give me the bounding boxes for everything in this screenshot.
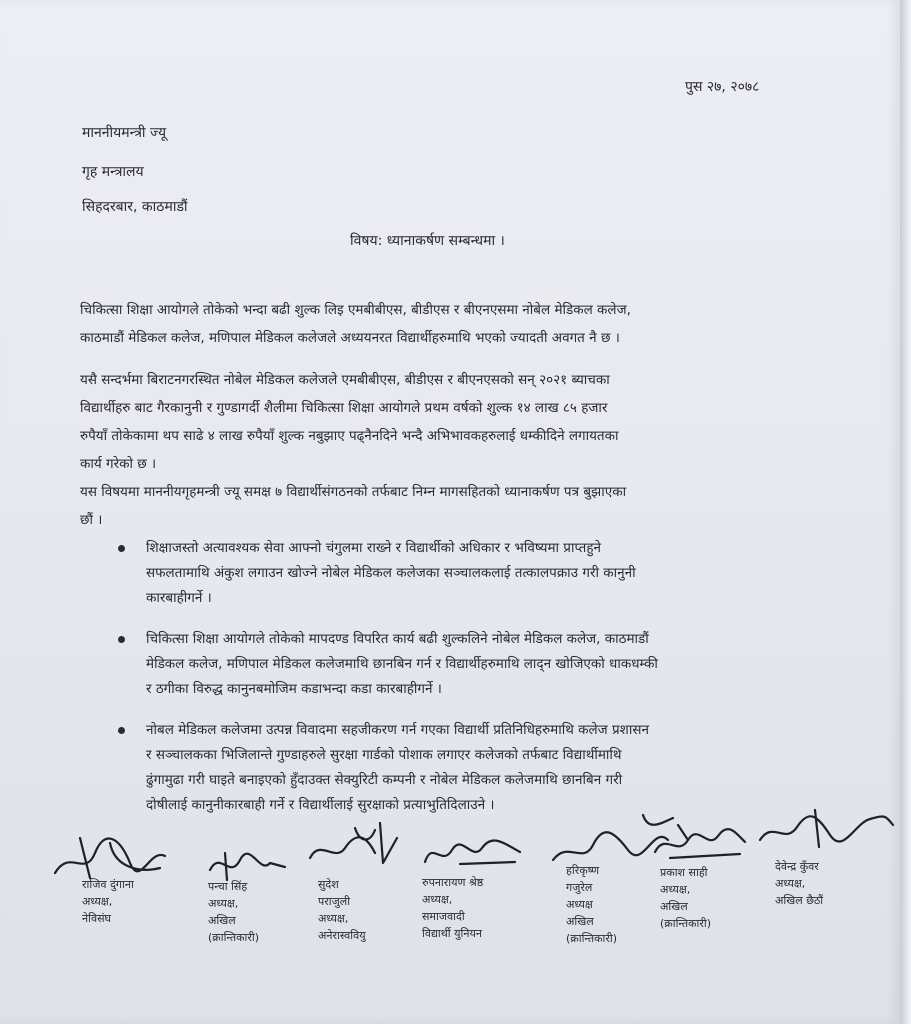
signatory-org: अखिल xyxy=(208,914,236,927)
signature-4-icon xyxy=(420,832,525,872)
bullet-icon xyxy=(118,727,125,734)
signature-6-icon xyxy=(650,822,750,862)
paragraph-3 xyxy=(80,478,820,534)
signatory-title: अध्यक्ष, xyxy=(318,912,349,925)
demand-item xyxy=(118,718,828,818)
demand-line: सफलतामाथि अंकुश लगाउन खोज्ने नोबेल मेडिकल कलेजका सञ्चालकलाई तत्कालपक्राउ गरी कानुनी xyxy=(146,565,636,581)
paragraph-1 xyxy=(80,296,820,352)
signatory-name: पराजुली xyxy=(318,895,351,908)
signatory-org: समाजवादी xyxy=(422,910,465,923)
signatory-org: अखिल छैठौं xyxy=(775,894,824,907)
paragraph-line: विद्यार्थीहरु बाट गैरकानुनी र गुण्डागर्दी शैलीमा चिकित्सा शिक्षा आयोगले प्रथम वर्षको शुल्क १४ लाख ८५ हजार xyxy=(80,400,608,416)
signatory-5 xyxy=(566,862,617,947)
demand-line: ढुंगामुढा गरी घाइते बनाइएको हुँदाउक्त सेक्युरिटी कम्पनी र नोबेल मेडिकल कलेजमाथि छानबिन गरी xyxy=(146,772,623,788)
signatory-title: अध्यक्ष, xyxy=(775,877,806,890)
paragraph-line: यसै सन्दर्भमा बिराटनगरस्थित नोबेल मेडिकल कलेजले एमबीबीएस, बीडीएस र बीएनएसको सन् २०२१ ब्याचका xyxy=(80,372,610,388)
signatory-name: रुपनारायण श्रेष्ठ xyxy=(422,876,484,889)
letter-subject: विषय: ध्यानाकर्षण सम्बन्धमा । xyxy=(350,233,505,249)
signatory-1 xyxy=(82,876,134,927)
demands-list xyxy=(118,536,828,834)
demand-line: र सञ्चालकका भिजिलान्ते गुण्डाहरुले सुरक्षा गार्डको पोशाक लगाएर कलेजको तर्फबाट विद्यार्थीमाथि xyxy=(146,747,622,763)
recipient-line-3: सिहदरबार, काठमाडौं xyxy=(82,199,188,215)
signatory-org: अखिल xyxy=(566,915,594,928)
signatory-name: राजिव दुंगाना xyxy=(82,878,134,891)
letter-date: पुस २७, २०७८ xyxy=(685,79,760,95)
bullet-icon xyxy=(118,636,125,643)
paragraph-line: काठमाडौं मेडिकल कलेज, मणिपाल मेडिकल कलेजले अध्ययनरत विद्यार्थीहरुमाथि भएको ज्यादती अवगत नै छ । xyxy=(80,330,620,346)
signatory-7 xyxy=(775,858,823,909)
paragraph-line: चिकित्सा शिक्षा आयोगले तोकेको भन्दा बढी शुल्क लिइ एमबीबीएस, बीडीएस र बीएनएसमा नोबेल मेडिकल कलेज, xyxy=(80,302,631,318)
signatory-name: पन्चा सिंह xyxy=(208,880,248,893)
signatory-name: हरिकृष्ण xyxy=(566,864,600,877)
signatory-org: अखिल xyxy=(660,900,688,913)
signatory-org: विद्यार्थी युनियन xyxy=(422,927,482,940)
signatory-org: अनेरास्ववियु xyxy=(318,929,366,942)
signatory-title: अध्यक्ष, xyxy=(208,897,239,910)
signatory-2 xyxy=(208,878,259,946)
paragraph-line: यस विषयमा माननीयगृहमन्त्री ज्यू समक्ष ७ विद्यार्थीसंगठनको तर्फबाट निम्न मागसहितको ध्यानाकर्षण पत्र बुझाएका xyxy=(80,484,627,500)
paragraph-line: रुपैयाँ तोकेकामा थप साढे ४ लाख रुपैयाँ शुल्क नबुझाए पढ्नैनदिने भन्दै अभिभावकहरुलाई धम्कीदिने लगायतका xyxy=(80,428,619,444)
page-edge xyxy=(900,0,911,1024)
signatory-org: नेविसंघ xyxy=(82,912,112,925)
signatory-3 xyxy=(318,876,366,944)
recipient-line-1: माननीयमन्त्री ज्यू xyxy=(82,125,167,141)
demand-line: र ठगीका विरुद्ध कानुनबमोजिम कडाभन्दा कडा कारबाहीगर्ने । xyxy=(146,681,442,697)
signatory-name: प्रकाश साही xyxy=(660,866,708,879)
signatory-name: देवेन्द्र कुँवर xyxy=(775,860,819,873)
signatory-title: अध्यक्ष xyxy=(566,898,593,911)
signatory-title: अध्यक्ष, xyxy=(660,883,691,896)
paragraph-2 xyxy=(80,366,820,478)
demand-line: चिकित्सा शिक्षा आयोगले तोकेको मापदण्ड विपरित कार्य बढी शुल्कलिने नोबेल मेडिकल कलेज, काठमाडौं xyxy=(146,631,649,647)
demand-line: कारबाहीगर्ने । xyxy=(146,590,212,606)
demand-line: नोबल मेडिकल कलेजमा उत्पन्न विवादमा सहजीकरण गर्न गएका विद्यार्थी प्रतिनिधिहरुमाथि कलेज प्रशासन xyxy=(146,722,649,738)
demand-item xyxy=(118,536,828,611)
signatory-name: गजुरेल xyxy=(566,881,593,894)
signatory-6 xyxy=(660,864,711,932)
signatory-org: (क्रान्तिकारी) xyxy=(208,931,260,944)
paragraph-line: कार्य गरेको छ । xyxy=(80,456,157,472)
demand-line: दोषीलाई कानुनीकारबाही गर्ने र विद्यार्थीलाई सुरक्षाको प्रत्याभुतिदिलाउने । xyxy=(146,797,495,813)
signatory-org: (क्रान्तिकारी) xyxy=(660,917,712,930)
demand-line: मेडिकल कलेज, मणिपाल मेडिकल कलेजमाथि छानबिन गर्न र विद्यार्थीहरुमाथि लाद्न खोजिएको धाकधम्की xyxy=(146,656,658,672)
demand-line: शिक्षाजस्तो अत्यावश्यक सेवा आफ्नो चंगुलमा राख्ने र विद्यार्थीको अधिकार र भविष्यमा प्राप्तहुने xyxy=(146,540,601,556)
demand-item xyxy=(118,627,828,702)
paragraph-line: छौं । xyxy=(80,512,103,528)
signature-7-icon xyxy=(755,805,895,855)
signatory-4 xyxy=(422,874,483,942)
signature-3-icon xyxy=(305,818,405,873)
signatory-org: (क्रान्तिकारी) xyxy=(566,932,618,945)
signatory-name: सुदेश xyxy=(318,878,339,891)
recipient-line-2: गृह मन्त्रालय xyxy=(82,164,144,180)
bullet-icon xyxy=(118,545,125,552)
signatory-title: अध्यक्ष, xyxy=(422,893,453,906)
signatory-title: अध्यक्ष, xyxy=(82,895,113,908)
